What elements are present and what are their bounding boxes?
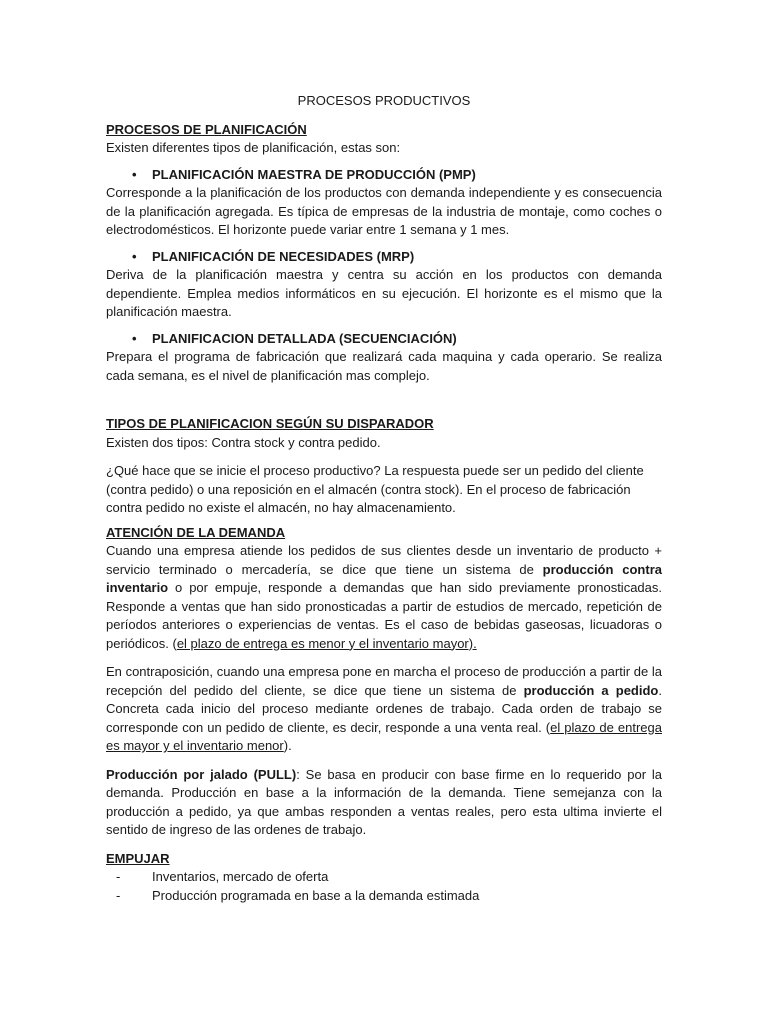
paragraph-disparador: ¿Qué hace que se inicie el proceso productivo? La respuesta puede ser un pedido del cliente (contra pedido) o una reposición en el almacén (contra stock). En el proceso de fabricación contra pedido no existe el almacén, no hay almacenamiento. [106, 463, 644, 515]
paragraph-pmp: Corresponde a la planificación de los productos con demanda independiente y es consecuencia de la planificación agregada. Es típica de empresas de la industria de montaje, como coches o electrodomésticos. El horizonte puede variar entre 1 semana y 1 mes. [106, 185, 662, 237]
list-item-text: Producción programada en base a la demanda estimada [152, 887, 480, 903]
list-item [106, 887, 662, 906]
list-item-text: Inventarios, mercado de oferta [152, 869, 329, 884]
document-title: PROCESOS PRODUCTIVOS [297, 93, 471, 108]
bullet-icon: • [132, 330, 137, 346]
intro-tipos: Existen dos tipos: Contra stock y contra pedido. [106, 434, 381, 450]
bullet-item-pmp [106, 166, 662, 185]
dash-marker: - [116, 869, 121, 884]
bullet-item-mrp [106, 248, 662, 267]
bullet-title-mrp: PLANIFICACIÓN DE NECESIDADES (MRP) [152, 248, 415, 264]
bullet-title-pmp: PLANIFICACIÓN MAESTRA DE PRODUCCIÓN (PMP) [152, 166, 476, 182]
heading-procesos-planificacion: PROCESOS DE PLANIFICACIÓN [106, 121, 307, 137]
paragraph-pull: Producción por jalado (PULL): Se basa en producir con base firme en lo requerido por la demanda. Producción en base a la información de la demanda. Tiene semejanza con la producción a pedido, ya que ambas responden a ventas reales, pero esta ultima invierte el sentido de ingreso de las ordenes de trabajo. [106, 766, 663, 837]
list-item [106, 868, 662, 887]
paragraph-contra-inventario: Cuando una empresa atiende los pedidos de sus clientes desde un inventario de producto + servicio terminado o mercadería, se dice que tiene un sistema de producción contra inventario o por empuje, responde a demandas que han sido previamente pronosticadas. Responde a ventas que han sido pronosticadas a partir de estudios de mercado, repetición de períodos anteriores o experiencias de ventas. Es el caso de bebidas gaseosas, licuadoras o periódicos. (el plazo de entrega es menor y el inventario mayor). [106, 543, 662, 651]
bullet-item-secuenciacion [106, 330, 662, 349]
dash-marker: - [116, 887, 121, 903]
bold-produccion-jalado: Producción por jalado (PULL) [106, 766, 297, 782]
underline-plazo-mayor: el plazo de entrega es mayor y el inventario menor [106, 719, 662, 753]
bullet-icon: • [132, 166, 137, 182]
heading-empujar: EMPUJAR [106, 850, 170, 866]
underline-plazo-menor: el plazo de entrega es menor y el inventario mayor). [176, 635, 477, 651]
paragraph-mrp: Deriva de la planificación maestra y centra su acción en los productos con demanda dependiente. Emplea medios informáticos en su ejecución. El horizonte es el mismo que la planificación maestra. [106, 267, 662, 319]
bold-produccion-contra-inventario: producción contra inventario [106, 561, 662, 595]
heading-tipos-planificacion: TIPOS DE PLANIFICACION SEGÚN SU DISPARADOR [106, 416, 434, 431]
bullet-icon: • [132, 248, 137, 264]
paragraph-contra-pedido: En contraposición, cuando una empresa pone en marcha el proceso de producción a partir de la recepción del pedido del cliente, se dice que tiene un sistema de producción a pedido. Concreta cada inicio del proceso mediante ordenes de trabajo. Cada orden de trabajo se corresponde con un pedido de cliente, es decir, responde a una venta real. (el plazo de entrega es mayor y el inventario menor). [106, 664, 662, 753]
intro-planificacion: Existen diferentes tipos de planificación, estas son: [106, 140, 401, 155]
bold-produccion-a-pedido: producción a pedido [523, 682, 659, 698]
bullet-title-secuenciacion: PLANIFICACION DETALLADA (SECUENCIACIÓN) [152, 330, 457, 346]
heading-atencion-demanda: ATENCIÓN DE LA DEMANDA [106, 524, 286, 540]
document-body [106, 92, 662, 905]
paragraph-secuenciacion: Prepara el programa de fabricación que realizará cada maquina y cada operario. Se realiza cada semana, es el nivel de planificación mas complejo. [106, 349, 662, 383]
